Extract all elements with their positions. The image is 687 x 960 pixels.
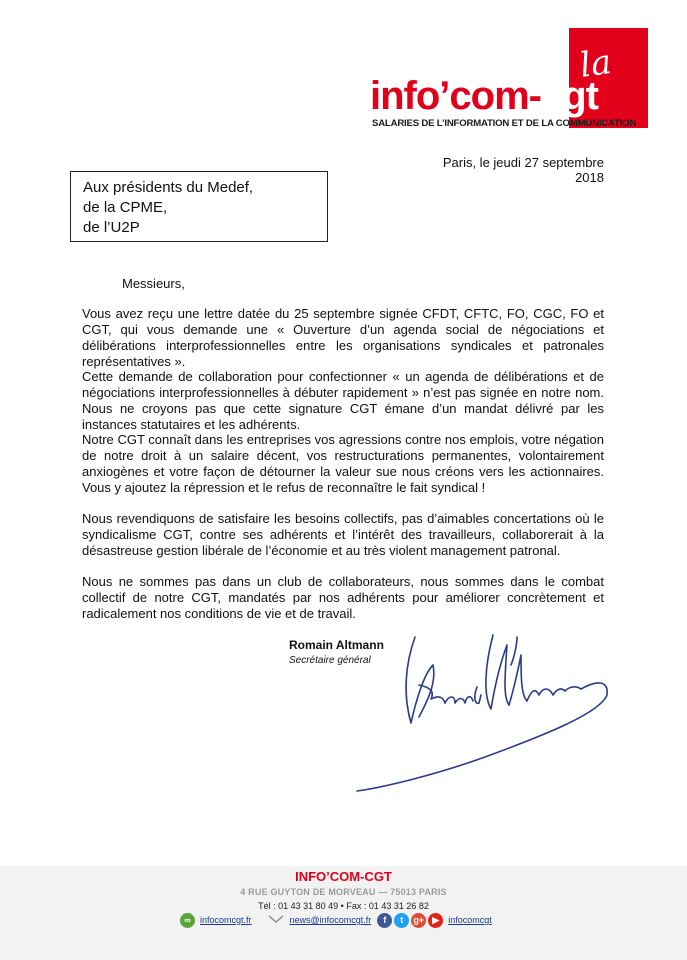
footer-org-name: INFO’COM-CGT [295,869,392,884]
salutation: Messieurs, [122,276,185,291]
footer-address: 4 RUE GUYTON DE MORVEAU — 75013 PARIS [240,887,447,897]
signer-title: Secrétaire général [289,655,371,666]
recipient-line-1: Aux présidents du Medef, [83,179,254,196]
body-paragraph: Notre CGT connaît dans les entreprises vos agressions contre nos emplois, votre négation de notre droit à un salaire décent, vos restructurations permanentes, volontairement anxiogènes et votre façon de détourner la valeur sue nous créons vers les actionnaires. Vous y ajoutez la répression et le refus de reconnaître le fait syndical ! [82,432,604,495]
logo-wordmark-main: info’com- [370,74,541,118]
footer-links [180,911,492,929]
logo-la-text: la [577,42,614,86]
signer-name: Romain Altmann [289,638,384,652]
recipient-box [70,171,328,242]
website-link[interactable]: infocomcgt.fr [200,915,252,925]
recipient-line-3: de l’U2P [83,219,140,236]
recipient-line-2: de la CPME, [83,199,168,216]
body-paragraph: Nous ne sommes pas dans un club de collaborateurs, nous sommes dans le combat collectif de notre CGT, mandatés par nos adhérents pour améliorer concrètement et radicalement nos conditions de vie et de travail. [82,574,604,621]
youtube-icon[interactable]: ▶ [428,913,443,928]
body-paragraph: Nous revendiquons de satisfaire les besoins collectifs, pas d’aimables concertations où le syndicalisme CGT, contre ses adhérents et l’intérêt des travailleurs, collaborerait à la désastreuse gestion libérale de l’économie et au très violent management patronal. [82,511,604,558]
logo-wordmark [370,74,598,118]
googleplus-icon[interactable]: g+ [411,913,426,928]
logo-subtitle: SALARIES DE L’INFORMATION ET DE LA COMMUNICATION [372,118,637,129]
logo-wordmark-cgt: cgt [540,74,598,118]
footer [0,866,687,960]
body-paragraph: Cette demande de collaboration pour confectionner « un agenda de délibérations et de négociations interprofessionnelles à débuter rapidement » n’est pas signée en notre nom. Nous ne croyons pas que cette signature CGT émane d’un mandat délivré par les instances statutaires et les adhérents. [82,369,604,432]
date-line: Paris, le jeudi 27 septembre 2018 [442,155,604,185]
facebook-icon[interactable]: f [377,913,392,928]
footer-tel-fax: Tél : 01 43 31 80 49 • Fax : 01 43 31 26 82 [258,901,429,911]
social-handle-link[interactable]: infocomcgt [448,915,492,925]
email-link[interactable]: news@infocomcgt.fr [289,915,372,925]
twitter-icon[interactable]: t [394,913,409,928]
body-paragraph: Vous avez reçu une lettre datée du 25 septembre signée CFDT, CFTC, FO, CGC, FO et CGT, qui vous demande une « Ouverture d’un agenda social de négociations et délibérations interprofessionnelles entre les organisations syndicales et patronales représentatives ». [82,306,604,369]
logo [366,28,648,132]
handwritten-signature [345,625,615,795]
mail-icon [268,915,284,926]
link-icon: ∞ [180,913,195,928]
